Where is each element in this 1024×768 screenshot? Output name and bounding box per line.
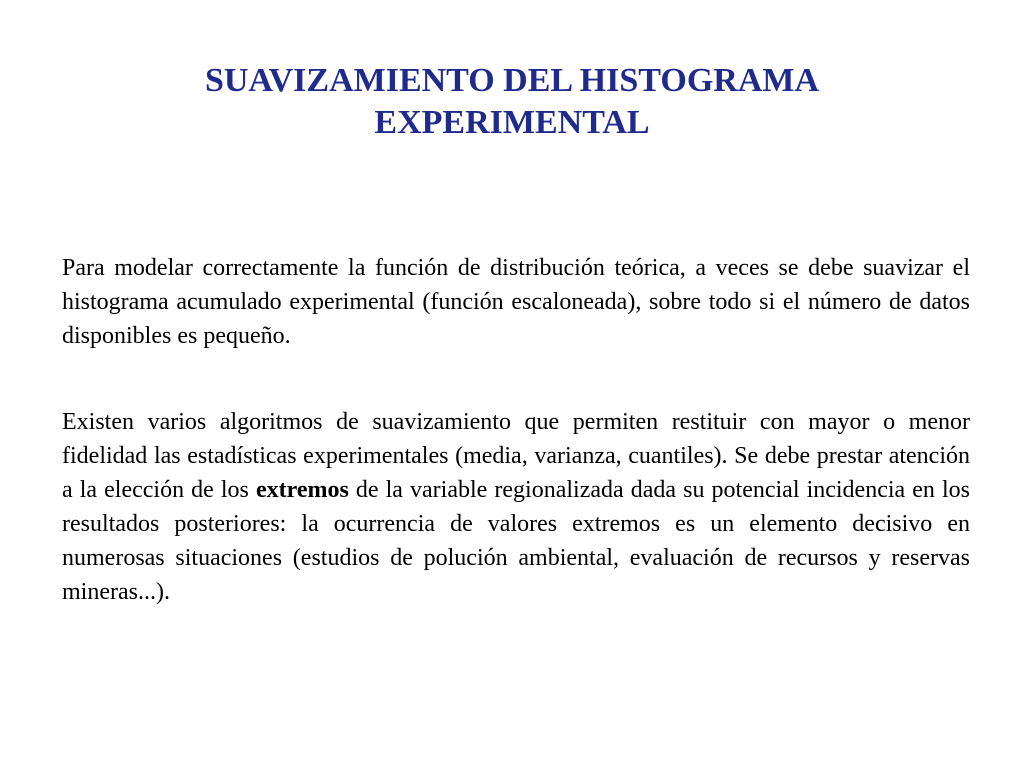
bold-term-extremos: extremos	[255, 477, 349, 503]
paragraph-distribution-modeling: Para modelar correctamente la función de distribución teórica, a veces se debe suavizar el histograma acumulado experimental (función escaloneada), sobre todo si el número de datos disponibles es pequeño.	[62, 255, 970, 349]
paragraph-2-text-after-bold: de la variable regionalizada dada su potencial incidencia en los resultados posteriores: la ocurrencia de valores extremos es un elemento decisivo en numerosas situaciones (estudios de polución ambiental, evaluación de recursos y reservas mineras...).	[62, 477, 970, 605]
slide-title	[0, 60, 1024, 144]
slide-title-line-1: SUAVIZAMIENTO DEL HISTOGRAMA	[204, 62, 820, 99]
paragraph-smoothing-algorithms	[62, 405, 970, 609]
slide-title-line-2: EXPERIMENTAL	[374, 104, 650, 141]
paragraph-2-text-before-bold: Existen varios algoritmos de suavizamiento que permiten restituir con mayor o menor fidelidad las estadísticas experimentales (media, varianza, cuantiles). Se debe prestar atención a la elección de los	[62, 409, 970, 503]
